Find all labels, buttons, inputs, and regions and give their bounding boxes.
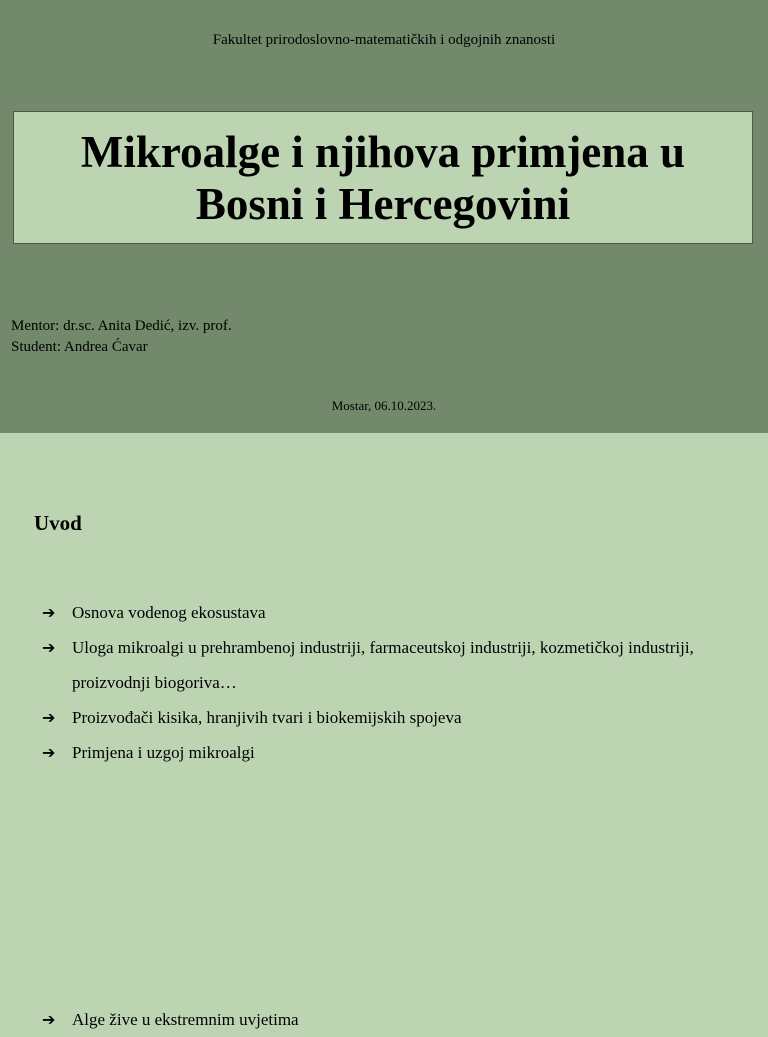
credits — [11, 316, 232, 358]
arrow-right-icon: ➔ — [42, 1010, 56, 1029]
bullet-text: Osnova vodenog ekosustava — [72, 603, 266, 622]
bullet-text: Primjena i uzgoj mikroalgi — [72, 743, 255, 762]
title-slide — [0, 0, 768, 433]
list-item — [42, 700, 722, 735]
bullet-text: Uloga mikroalgi u prehrambenoj industriji, farmaceutskoj industriji, kozmetičkoj industriji, proizvodnji biogoriva… — [72, 638, 694, 692]
arrow-right-icon: ➔ — [42, 708, 56, 727]
list-item — [42, 595, 722, 630]
bullet-list — [42, 595, 722, 770]
bullet-text: Proizvođači kisika, hranjivih tvari i biokemijskih spojeva — [72, 708, 462, 727]
presentation-date: Mostar, 06.10.2023. — [331, 398, 437, 413]
title-line-1: Mikroalge i njihova primjena u — [80, 126, 686, 177]
list-item — [42, 735, 722, 770]
title-box — [13, 111, 753, 244]
list-item — [42, 630, 722, 700]
mentor-text: Mentor: dr.sc. Anita Dedić, izv. prof. — [11, 318, 232, 334]
intro-slide — [0, 433, 768, 1029]
next-slide-bullet-list — [42, 1002, 722, 1037]
presentation-title — [81, 126, 685, 230]
arrow-right-icon: ➔ — [42, 638, 56, 657]
arrow-right-icon: ➔ — [42, 743, 56, 762]
faculty-name: Fakultet prirodoslovno-matematičkih i odgojnih znanosti — [212, 32, 556, 48]
arrow-right-icon: ➔ — [42, 603, 56, 622]
section-heading: Uvod — [34, 511, 82, 535]
student-text: Student: Andrea Ćavar — [11, 339, 148, 355]
bullet-text: Alge žive u ekstremnim uvjetima — [72, 1010, 299, 1029]
list-item — [42, 1002, 722, 1037]
title-line-2: Bosni i Hercegovini — [195, 178, 571, 229]
